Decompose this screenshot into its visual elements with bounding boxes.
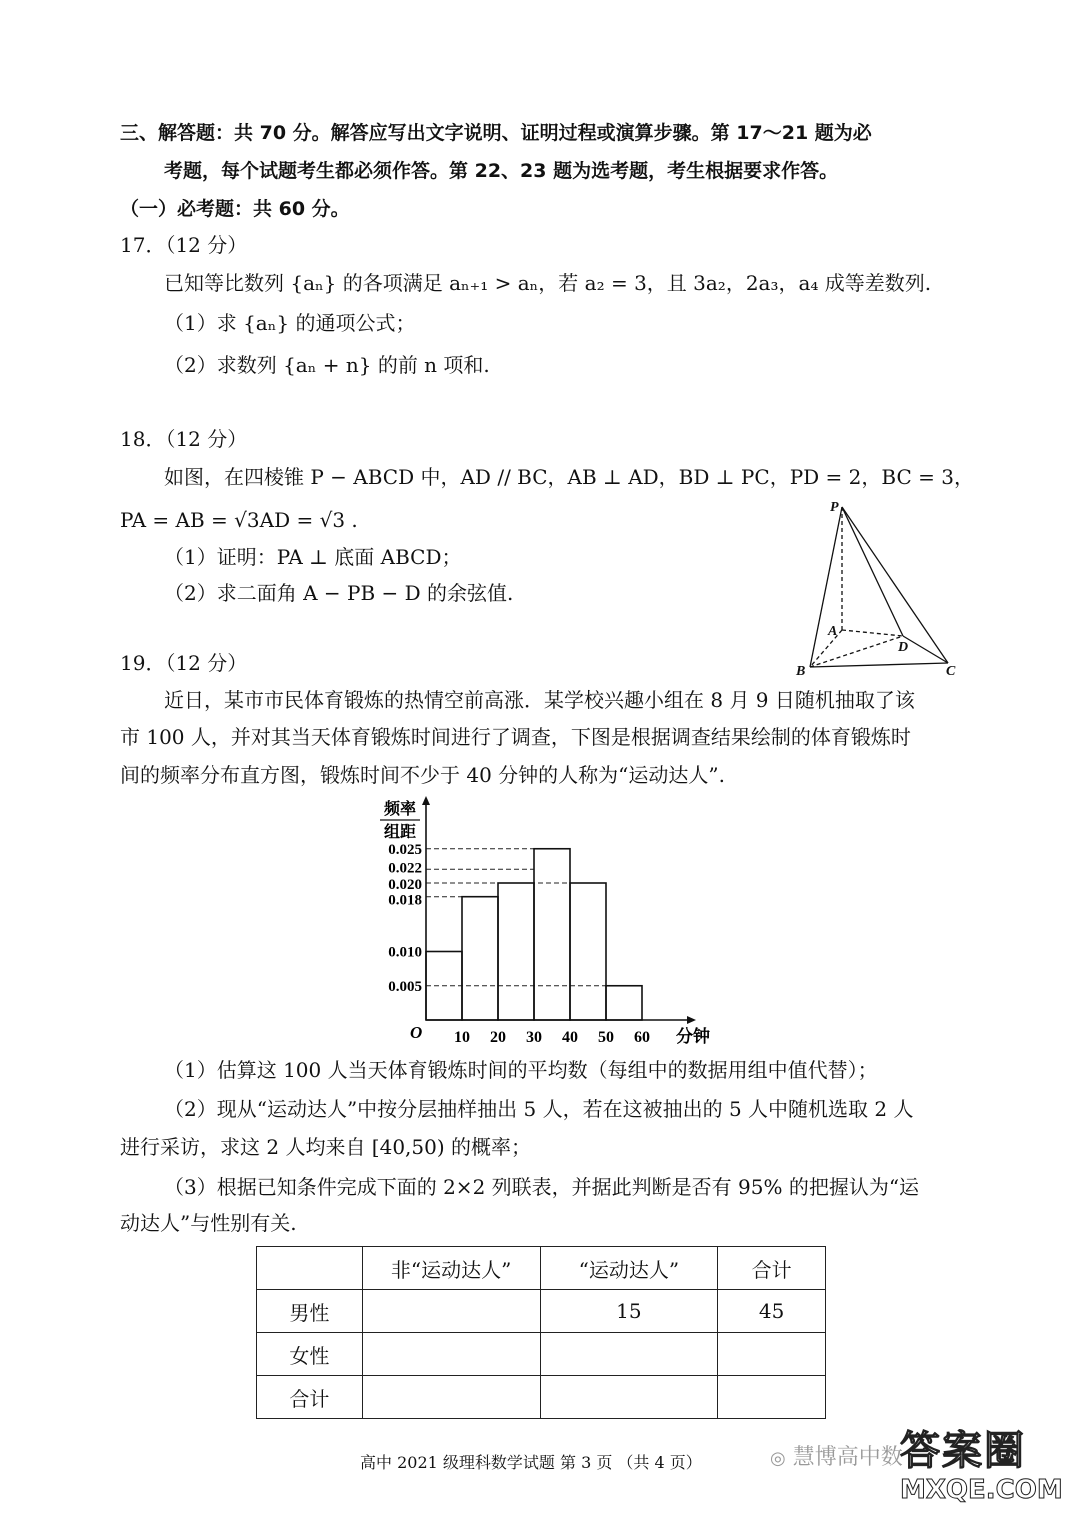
watermark-account: [770, 1440, 903, 1471]
q19-part2-line1: （2）现从“运动达人”中按分层抽样抽出 5 人，若在这被抽出的 5 人中随机选取 2 人: [164, 1097, 914, 1121]
q19-stem-line3: 间的频率分布直方图，锻炼时间不少于 40 分钟的人称为“运动达人”.: [120, 763, 725, 787]
watermark-account-text: 慧博高中数: [792, 1445, 903, 1470]
subsection-heading: （一）必考题：共 60 分。: [120, 198, 350, 220]
y-tick-label: 0.010: [388, 944, 422, 961]
table-cell: [540, 1333, 718, 1376]
x-tick-label: 40: [562, 1029, 578, 1046]
q19-part1: （1）估算这 100 人当天体育锻炼时间的平均数（每组中的数据用组中值代替）；: [164, 1058, 878, 1082]
q19-part3-line1: （3）根据已知条件完成下面的 2×2 列联表，并据此判断是否有 95% 的把握认为“运: [164, 1175, 920, 1199]
table-cell: 15: [540, 1290, 718, 1333]
table-cell: 女性: [257, 1333, 363, 1376]
watermark-logo-top: 答案圈: [900, 1428, 1026, 1474]
section-heading-line1: 三、解答题：共 70 分。解答应写出文字说明、证明过程或演算步骤。第 17～21 题为必: [120, 122, 872, 144]
q17-stem: 已知等比数列 {aₙ} 的各项满足 aₙ₊₁ > aₙ，若 a₂ = 3，且 3a₂，2a₃，a₄ 成等差数列.: [164, 271, 932, 295]
table-header-cell: “运动达人”: [540, 1247, 718, 1290]
x-axis-arrow: [687, 1016, 696, 1024]
watermark-logo: [900, 1428, 1072, 1518]
table-header-cell: 合计: [718, 1247, 826, 1290]
y-axis-label-denominator: 组距: [383, 822, 417, 841]
q19-part2-line2: 进行采访，求这 2 人均来自 [40,50) 的概率；: [120, 1135, 532, 1159]
label-B: B: [796, 664, 806, 679]
x-tick-label: 50: [598, 1029, 614, 1046]
q18-part1: （1）证明：PA ⊥ 底面 ABCD；: [164, 545, 462, 569]
q17-part2: （2）求数列 {aₙ + n} 的前 n 项和.: [164, 353, 490, 377]
q18-part2: （2）求二面角 A − PB − D 的余弦值.: [164, 581, 514, 605]
x-tick-label: 10: [454, 1029, 470, 1046]
table-header-cell: 非“运动达人”: [362, 1247, 540, 1290]
edge-DC: [903, 636, 948, 663]
label-A: A: [828, 624, 838, 639]
q18-number: 18．（12 分）: [120, 427, 248, 451]
table-row: [257, 1333, 826, 1376]
y-tick-label: 0.022: [388, 860, 422, 877]
table-cell: 45: [718, 1290, 826, 1333]
edge-PB: [810, 507, 842, 667]
histogram-bar: [570, 883, 606, 1020]
x-tick-label: 60: [634, 1029, 650, 1046]
pyramid-figure: [790, 495, 980, 685]
y-tick-label: 0.025: [388, 841, 422, 858]
table-cell: 合计: [257, 1376, 363, 1419]
q19-stem-line1: 近日，某市市民体育锻炼的热情空前高涨．某学校兴趣小组在 8 月 9 日随机抽取了该: [164, 688, 915, 712]
table-row: [257, 1290, 826, 1333]
edge-BC: [810, 663, 948, 667]
histogram-bar: [606, 986, 642, 1020]
y-axis-arrow: [422, 796, 430, 805]
x-tick-label: 30: [526, 1029, 542, 1046]
table-cell: [718, 1376, 826, 1419]
q19-stem-line2: 市 100 人，并对其当天体育锻炼时间进行了调查，下图是根据调查结果绘制的体育锻炼时: [120, 725, 911, 749]
watermark-logo-bottom: MXQE.COM: [900, 1475, 1063, 1505]
q19-part3-line2: 动达人”与性别有关.: [120, 1211, 297, 1235]
x-tick-label: 20: [490, 1029, 506, 1046]
q17-number: 17．（12 分）: [120, 233, 248, 257]
label-D: D: [898, 640, 909, 655]
table-header-cell: [257, 1247, 363, 1290]
histogram-bar: [534, 849, 570, 1020]
section-heading-line2: 考题，每个试题考生都必须作答。第 22、23 题为选考题，考生根据要求作答。: [164, 160, 839, 182]
origin-label: O: [410, 1023, 423, 1042]
y-tick-label: 0.005: [388, 978, 422, 995]
q18-stem-line1: 如图，在四棱锥 P − ABCD 中，AD // BC，AB ⊥ AD，BD ⊥ PC，PD = 2，BC = 3，: [164, 465, 974, 489]
table-cell: [362, 1376, 540, 1419]
frequency-histogram: [360, 790, 720, 1055]
table-cell: [362, 1333, 540, 1376]
page-footer: 高中 2021 级理科数学试题 第 3 页 （共 4 页）: [360, 1453, 702, 1472]
y-tick-label: 0.018: [388, 892, 422, 909]
table-cell: [540, 1376, 718, 1419]
q18-stem-line2: PA = AB = √3AD = √3 .: [120, 508, 358, 532]
edge-PD: [842, 507, 903, 636]
x-axis-label: 分钟: [676, 1027, 710, 1047]
q19-number: 19．（12 分）: [120, 651, 248, 675]
histogram-bar: [462, 897, 498, 1020]
wechat-icon: ◎: [770, 1448, 786, 1469]
table-header-row: [257, 1247, 826, 1290]
edge-PC: [842, 507, 948, 663]
histogram-bar: [498, 883, 534, 1020]
table-cell: [718, 1333, 826, 1376]
table-row: [257, 1376, 826, 1419]
contingency-table: [256, 1246, 826, 1419]
table-cell: [362, 1290, 540, 1333]
y-axis-label-numerator: 频率: [383, 799, 417, 818]
label-P: P: [830, 500, 839, 515]
label-C: C: [946, 664, 956, 679]
y-tick-label: 0.020: [388, 877, 422, 893]
edge-AD: [842, 630, 903, 636]
table-cell: 男性: [257, 1290, 363, 1333]
q17-part1: （1）求 {aₙ} 的通项公式；: [164, 311, 416, 335]
